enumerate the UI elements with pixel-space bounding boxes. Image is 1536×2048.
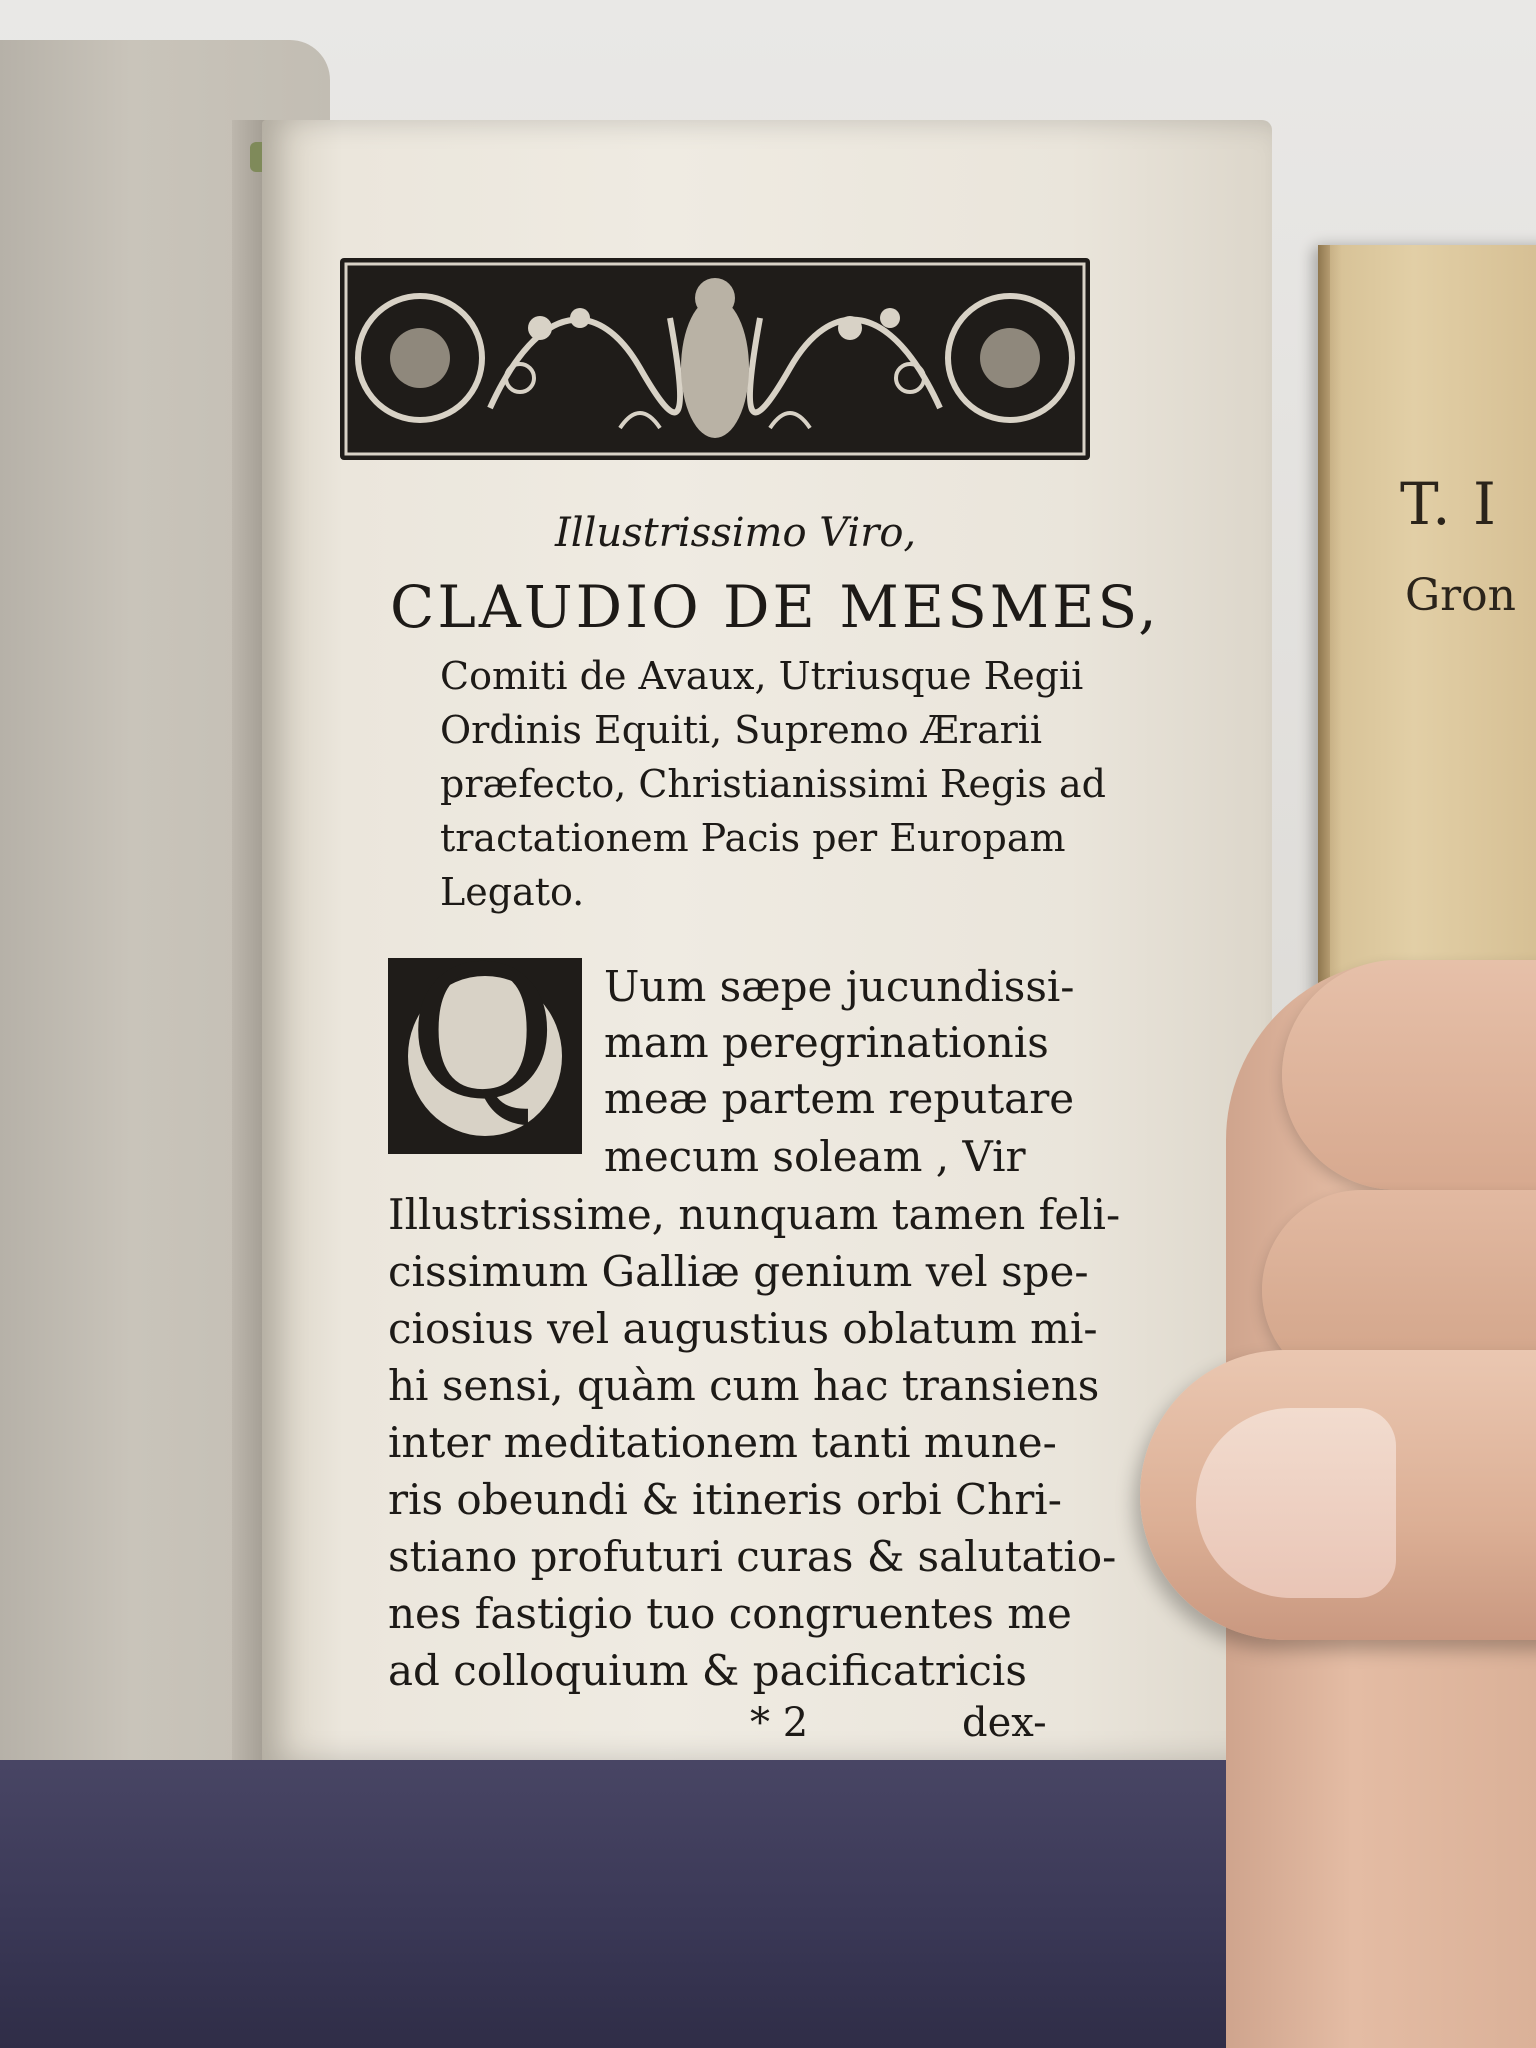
title-line: præfecto, Christianissimi Regis ad bbox=[440, 762, 1106, 806]
body-line: nes fastigio tuo congruentes me bbox=[388, 1589, 1072, 1638]
headpiece-ornament-icon bbox=[340, 258, 1090, 460]
body-line: Illustrissime, nunquam tamen feli- bbox=[388, 1190, 1121, 1239]
dedication-heading: Illustrissimo Viro, bbox=[555, 510, 917, 556]
body-line: stiano profuturi curas & salutatio- bbox=[388, 1532, 1117, 1581]
body-line: ciosius vel augustius oblatum mi- bbox=[388, 1304, 1098, 1353]
index-finger bbox=[1282, 960, 1536, 1190]
catchword: dex- bbox=[962, 1700, 1047, 1746]
body-line: Uum sæpe jucundissi- bbox=[604, 962, 1075, 1011]
decorated-initial bbox=[388, 927, 582, 1154]
body-line: hi sensi, quàm cum hac transiens bbox=[388, 1361, 1100, 1410]
title-line: Ordinis Equiti, Supremo Ærarii bbox=[440, 708, 1043, 752]
signature-mark: * 2 bbox=[750, 1700, 809, 1746]
woodcut-headpiece bbox=[340, 258, 1090, 460]
body-line: cissimum Galliæ genium vel spe- bbox=[388, 1247, 1089, 1296]
title-line: Comiti de Avaux, Utriusque Regii bbox=[440, 654, 1084, 698]
title-line: Legato. bbox=[440, 870, 585, 914]
body-line: ris obeundi & itineris orbi Chri- bbox=[388, 1475, 1062, 1524]
vellum-book-subtitle: Gron bbox=[1405, 570, 1517, 621]
vellum-book-title: T. I bbox=[1400, 470, 1498, 538]
title-line: tractationem Pacis per Europam bbox=[440, 816, 1066, 860]
thumbnail-nail bbox=[1196, 1408, 1396, 1598]
body-line: meæ partem reputare bbox=[604, 1074, 1075, 1123]
body-line: ad colloquium & pacificatricis bbox=[388, 1646, 1027, 1695]
dedicatee-name: CLAUDIO DE MESMES, bbox=[390, 573, 1160, 641]
body-line: inter meditationem tanti mune- bbox=[388, 1418, 1057, 1467]
initial-letter: Q bbox=[408, 927, 558, 1139]
body-line: mam peregrinationis bbox=[604, 1018, 1049, 1067]
body-line: mecum soleam , Vir bbox=[604, 1132, 1026, 1181]
